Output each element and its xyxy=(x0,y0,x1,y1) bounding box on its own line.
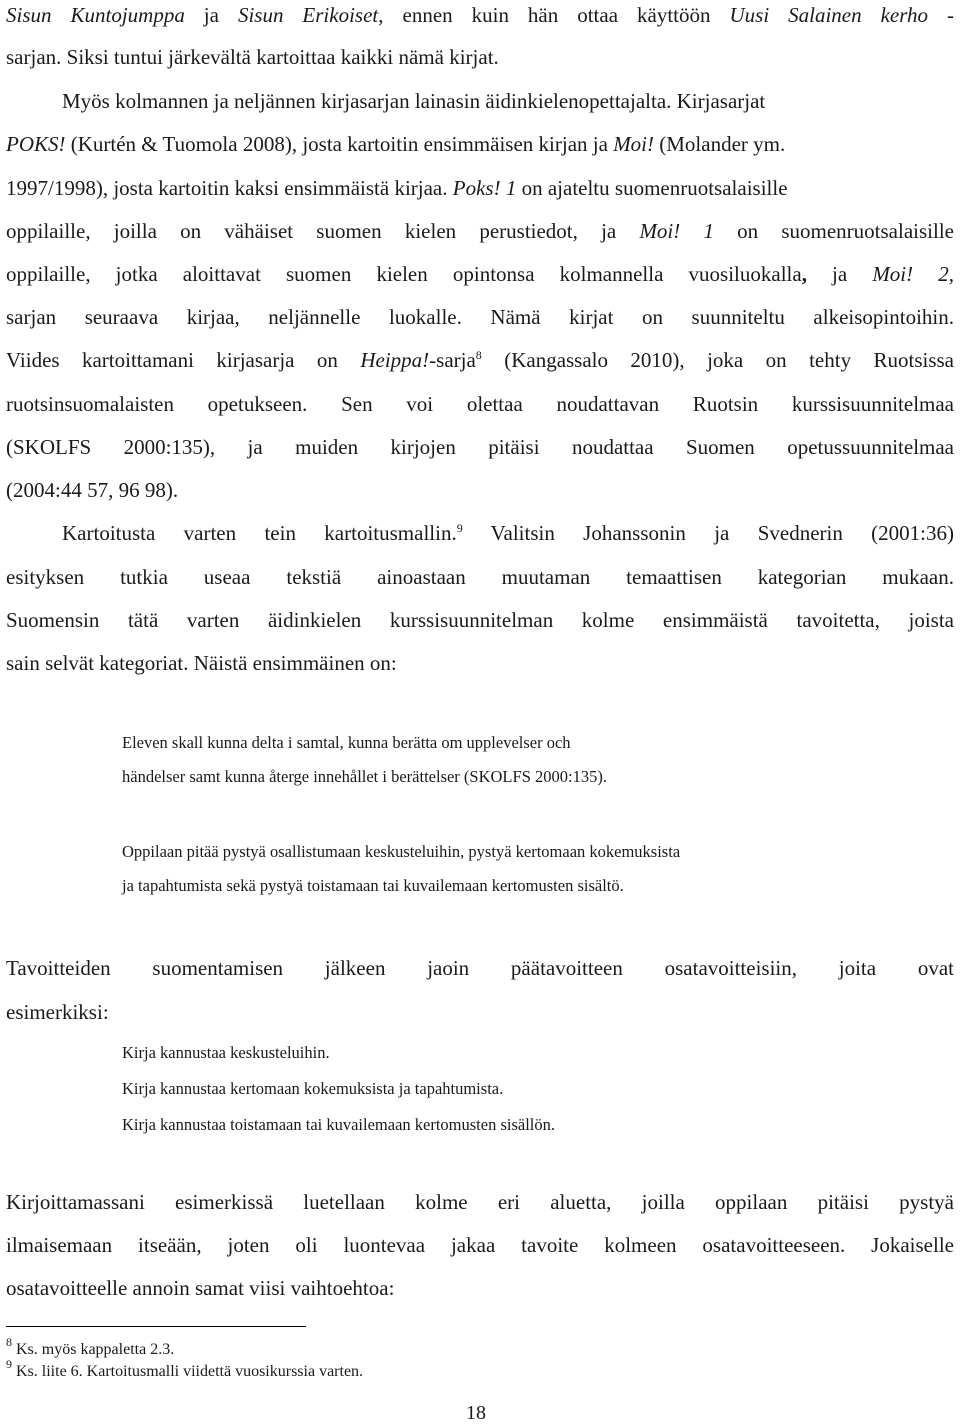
footnote: $^8$ Ks. myös kappaletta 2.3. xyxy=(6,1335,175,1358)
paragraph-line: 1997/1998), josta kartoitin kaksi ensimmäistä kirjaa. Poks! 1 on ajateltu suomenruotsalaisille xyxy=(6,176,788,200)
quote-line: Eleven skall kunna delta i samtal, kunna berätta om upplevelser och xyxy=(122,733,571,752)
footnote-number: 9 xyxy=(6,1357,12,1371)
paragraph-line: (SKOLFS 2000:135), ja muiden kirjojen pitäisi noudattaa Suomen opetussuunnitelmaa xyxy=(6,435,954,459)
paragraph-line: Kartoitusta varten tein kartoitusmallin.$^9$ Valitsin Johanssonin ja Svednerin (2001:36) xyxy=(62,521,954,545)
paragraph-line: sarjan. Siksi tuntui järkevältä kartoittaa kaikki nämä kirjat. xyxy=(6,45,499,69)
paragraph-line: Tavoitteiden suomentamisen jälkeen jaoin päätavoitteen osatavoitteisiin, joita ovat xyxy=(6,956,954,980)
page-number: 18 xyxy=(466,1402,486,1424)
footnote-number: 8 xyxy=(6,1335,12,1349)
paragraph-line: oppilaille, jotka aloittavat suomen kielen opintonsa kolmannella vuosiluokalla, ja Moi! 2, xyxy=(6,262,954,286)
paragraph-line: Viides kartoittamani kirjasarja on Heippa!-sarja$^8$ (Kangassalo 2010), joka on tehty Ruotsissa xyxy=(6,348,955,372)
quote-line: Oppilaan pitää pystyä osallistumaan keskusteluihin, pystyä kertomaan kokemuksista xyxy=(122,842,681,861)
paragraph-line: esimerkiksi: xyxy=(6,1000,109,1024)
footnote-ref[interactable]: 8 xyxy=(475,348,482,362)
paragraph-line: sain selvät kategoriat. Näistä ensimmäinen on: xyxy=(6,651,397,675)
paragraph-line: esityksen tutkia useaa tekstiä ainoastaan muutaman temaattisen kategorian mukaan. xyxy=(6,565,954,589)
example-item: Kirja kannustaa keskusteluihin. xyxy=(122,1043,330,1062)
paragraph-line: oppilaille, joilla on vähäiset suomen kielen perustiedot, ja Moi! 1 on suomenruotsalaisille xyxy=(6,219,954,243)
quote-line: händelser samt kunna återge innehållet i berättelser (SKOLFS 2000:135). xyxy=(122,767,607,786)
paragraph-line: ruotsinsuomalaisten opetukseen. Sen voi olettaa noudattavan Ruotsin kurssisuunnitelmaa xyxy=(6,392,954,416)
example-item: Kirja kannustaa toistamaan tai kuvailemaan kertomusten sisällön. xyxy=(122,1115,556,1134)
paragraph-line: Myös kolmannen ja neljännen kirjasarjan lainasin äidinkielenopettajalta. Kirjasarjat xyxy=(62,89,766,113)
paragraph-line: ilmaisemaan itseään, joten oli luontevaa jakaa tavoite kolmeen osatavoitteeseen. Jokaiselle xyxy=(6,1233,954,1257)
paragraph-line: Suomensin tätä varten äidinkielen kurssisuunnitelman kolme ensimmäistä tavoitetta, joista xyxy=(6,608,954,632)
paragraph-line: Sisun Kuntojumppa ja Sisun Erikoiset, ennen kuin hän ottaa käyttöön Uusi Salainen kerho - xyxy=(6,3,955,27)
footnote-ref[interactable]: 9 xyxy=(456,521,463,535)
paragraph-line: osatavoitteelle annoin samat viisi vaihtoehtoa: xyxy=(6,1276,395,1300)
footnote: $^9$ Ks. liite 6. Kartoitusmalli viidettä vuosikurssia varten. xyxy=(6,1357,364,1380)
footnote-separator xyxy=(6,1326,306,1327)
example-item: Kirja kannustaa kertomaan kokemuksista ja tapahtumista. xyxy=(122,1079,504,1098)
paragraph-line: Kirjoittamassani esimerkissä luetellaan kolme eri aluetta, joilla oppilaan pitäisi pystyä xyxy=(6,1190,954,1214)
paragraph-line: POKS! (Kurtén & Tuomola 2008), josta kartoitin ensimmäisen kirjan ja Moi! (Molander ym. xyxy=(6,132,786,156)
paragraph-line: sarjan seuraava kirjaa, neljännelle luokalle. Nämä kirjat on suunniteltu alkeisopintoihin. xyxy=(6,305,954,329)
paragraph-line: (2004:44 57, 96 98). xyxy=(6,478,179,502)
quote-line: ja tapahtumista sekä pystyä toistamaan tai kuvailemaan kertomusten sisältö. xyxy=(122,876,624,895)
